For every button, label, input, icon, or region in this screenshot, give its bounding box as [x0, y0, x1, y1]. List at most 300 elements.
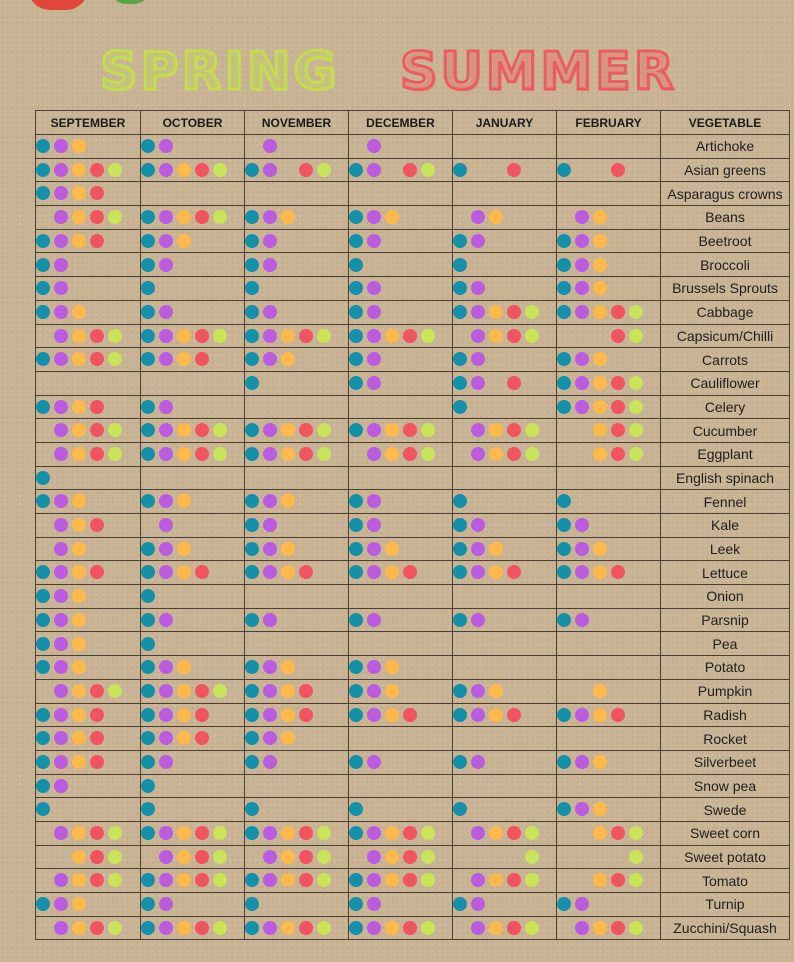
planting-dot [72, 708, 86, 722]
cell-november [245, 348, 349, 372]
table-row [36, 561, 790, 585]
cell-september [36, 158, 141, 182]
planting-dot [349, 802, 363, 816]
cell-september [36, 537, 141, 561]
spacer-dot [575, 826, 589, 840]
planting-dot [349, 565, 363, 579]
planting-dot [263, 305, 277, 319]
planting-dot [90, 826, 104, 840]
planting-dot [108, 850, 122, 864]
vegetable-name: Broccoli [661, 253, 790, 277]
planting-dot [611, 826, 625, 840]
planting-dot [557, 613, 571, 627]
planting-dot [281, 873, 295, 887]
header-january: JANUARY [453, 111, 557, 135]
spacer-dot [557, 423, 571, 437]
planting-dot [159, 921, 173, 935]
planting-dot [299, 684, 313, 698]
planting-dot [421, 921, 435, 935]
planting-dot [525, 423, 539, 437]
summer-heading: SUMMER [400, 42, 677, 102]
planting-dot [213, 210, 227, 224]
planting-dot [36, 352, 50, 366]
vegetable-name: Parsnip [661, 608, 790, 632]
cell-september [36, 348, 141, 372]
cell-january [453, 585, 557, 609]
planting-dot [281, 423, 295, 437]
planting-dot [72, 684, 86, 698]
planting-dot [385, 850, 399, 864]
planting-dot [575, 565, 589, 579]
planting-dot [141, 897, 155, 911]
planting-dot [525, 850, 539, 864]
decorative-shape [0, 0, 100, 12]
table-row [36, 869, 790, 893]
planting-dot [159, 684, 173, 698]
planting-dot [281, 494, 295, 508]
planting-dot [367, 897, 381, 911]
planting-dot [108, 210, 122, 224]
planting-dot [349, 613, 363, 627]
planting-calendar-table [35, 110, 790, 940]
cell-december [349, 514, 453, 538]
cell-november [245, 632, 349, 656]
table-row [36, 300, 790, 324]
cell-december [349, 277, 453, 301]
planting-dot [177, 352, 191, 366]
planting-dot [367, 518, 381, 532]
cell-february [557, 537, 661, 561]
vegetable-name: Cabbage [661, 300, 790, 324]
planting-dot [507, 873, 521, 887]
planting-dot [453, 234, 467, 248]
table-row [36, 774, 790, 798]
cell-october [141, 703, 245, 727]
cell-september [36, 845, 141, 869]
planting-dot [141, 708, 155, 722]
planting-dot [281, 565, 295, 579]
planting-dot [72, 163, 86, 177]
planting-dot [557, 281, 571, 295]
planting-dot [349, 163, 363, 177]
planting-dot [108, 921, 122, 935]
planting-dot [195, 921, 209, 935]
planting-dot [349, 708, 363, 722]
planting-dot [489, 684, 503, 698]
planting-dot [403, 826, 417, 840]
planting-dot [489, 826, 503, 840]
table-row [36, 324, 790, 348]
cell-december [349, 466, 453, 490]
planting-dot [108, 873, 122, 887]
cell-january [453, 703, 557, 727]
planting-dot [141, 210, 155, 224]
planting-dot [245, 731, 259, 745]
planting-dot [141, 660, 155, 674]
table-row [36, 395, 790, 419]
spacer-dot [349, 850, 363, 864]
vegetable-name: Silverbeet [661, 750, 790, 774]
cell-february [557, 656, 661, 680]
cell-september [36, 442, 141, 466]
planting-dot [629, 921, 643, 935]
planting-dot [177, 873, 191, 887]
planting-dot [54, 234, 68, 248]
planting-dot [367, 921, 381, 935]
planting-dot [471, 565, 485, 579]
spacer-dot [471, 850, 485, 864]
cell-november [245, 798, 349, 822]
table-row [36, 348, 790, 372]
planting-dot [90, 565, 104, 579]
planting-dot [108, 329, 122, 343]
spacer-dot [453, 873, 467, 887]
cell-october [141, 300, 245, 324]
cell-november [245, 845, 349, 869]
spacer-dot [281, 163, 295, 177]
planting-dot [54, 447, 68, 461]
planting-dot [281, 921, 295, 935]
planting-dot [507, 447, 521, 461]
spacer-dot [489, 376, 503, 390]
cell-february [557, 893, 661, 917]
planting-dot [489, 921, 503, 935]
planting-dot [367, 660, 381, 674]
planting-dot [213, 423, 227, 437]
cell-february [557, 348, 661, 372]
planting-dot [72, 755, 86, 769]
planting-dot [159, 163, 173, 177]
planting-dot [263, 613, 277, 627]
cell-october [141, 821, 245, 845]
planting-dot [557, 897, 571, 911]
planting-dot [575, 708, 589, 722]
planting-dot [195, 163, 209, 177]
planting-dot [593, 447, 607, 461]
planting-dot [367, 494, 381, 508]
cell-november [245, 253, 349, 277]
cell-september [36, 608, 141, 632]
cell-september [36, 206, 141, 230]
planting-dot [72, 447, 86, 461]
planting-dot [263, 447, 277, 461]
cell-november [245, 277, 349, 301]
header-vegetable: VEGETABLE [661, 111, 790, 135]
cell-october [141, 727, 245, 751]
vegetable-name: Fennel [661, 490, 790, 514]
table-row [36, 182, 790, 206]
planting-dot [349, 897, 363, 911]
planting-dot [54, 352, 68, 366]
planting-dot [159, 258, 173, 272]
planting-dot [177, 660, 191, 674]
planting-dot [263, 873, 277, 887]
planting-dot [629, 850, 643, 864]
planting-dot [90, 352, 104, 366]
cell-september [36, 821, 141, 845]
planting-dot [263, 352, 277, 366]
spacer-dot [489, 850, 503, 864]
cell-february [557, 300, 661, 324]
planting-dot [299, 850, 313, 864]
planting-dot [507, 826, 521, 840]
planting-dot [72, 352, 86, 366]
planting-dot [471, 423, 485, 437]
planting-dot [141, 423, 155, 437]
cell-november [245, 821, 349, 845]
cell-september [36, 774, 141, 798]
planting-dot [263, 826, 277, 840]
cell-october [141, 395, 245, 419]
cell-september [36, 466, 141, 490]
cell-october [141, 845, 245, 869]
spacer-dot [453, 850, 467, 864]
spacer-dot [557, 684, 571, 698]
planting-dot [611, 305, 625, 319]
planting-dot [108, 447, 122, 461]
planting-dot [213, 684, 227, 698]
planting-dot [385, 447, 399, 461]
planting-dot [453, 494, 467, 508]
planting-dot [471, 376, 485, 390]
planting-dot [471, 921, 485, 935]
cell-february [557, 158, 661, 182]
cell-february [557, 727, 661, 751]
planting-dot [141, 329, 155, 343]
spacer-dot [36, 447, 50, 461]
planting-dot [245, 897, 259, 911]
cell-january [453, 253, 557, 277]
planting-dot [299, 565, 313, 579]
table-row [36, 727, 790, 751]
planting-dot [367, 850, 381, 864]
planting-dot [489, 423, 503, 437]
planting-dot [90, 186, 104, 200]
planting-dot [317, 447, 331, 461]
planting-dot [159, 708, 173, 722]
planting-dot [525, 826, 539, 840]
planting-dot [593, 352, 607, 366]
planting-dot [177, 684, 191, 698]
cell-october [141, 135, 245, 159]
cell-december [349, 300, 453, 324]
planting-dot [385, 873, 399, 887]
planting-dot [349, 281, 363, 295]
planting-dot [489, 708, 503, 722]
spacer-dot [557, 826, 571, 840]
planting-dot [90, 921, 104, 935]
planting-dot [54, 305, 68, 319]
planting-dot [245, 708, 259, 722]
cell-february [557, 371, 661, 395]
vegetable-name: Capsicum/Chilli [661, 324, 790, 348]
planting-dot [593, 565, 607, 579]
spacer-dot [593, 163, 607, 177]
planting-dot [611, 565, 625, 579]
planting-dot [90, 400, 104, 414]
planting-dot [367, 826, 381, 840]
planting-dot [177, 826, 191, 840]
cell-november [245, 774, 349, 798]
planting-dot [575, 400, 589, 414]
spacer-dot [36, 826, 50, 840]
cell-february [557, 750, 661, 774]
spacer-dot [453, 329, 467, 343]
planting-dot [367, 163, 381, 177]
table-row [36, 514, 790, 538]
planting-dot [245, 234, 259, 248]
planting-dot [90, 234, 104, 248]
planting-dot [281, 329, 295, 343]
spacer-dot [36, 518, 50, 532]
table-row [36, 608, 790, 632]
planting-dot [177, 708, 191, 722]
planting-dot [159, 826, 173, 840]
spacer-dot [385, 163, 399, 177]
planting-dot [72, 565, 86, 579]
planting-dot [263, 494, 277, 508]
planting-dot [141, 281, 155, 295]
cell-december [349, 348, 453, 372]
planting-dot [367, 755, 381, 769]
planting-dot [557, 494, 571, 508]
planting-dot [629, 826, 643, 840]
planting-dot [177, 542, 191, 556]
planting-dot [403, 447, 417, 461]
planting-dot [263, 139, 277, 153]
planting-dot [245, 258, 259, 272]
planting-dot [36, 897, 50, 911]
planting-dot [453, 565, 467, 579]
vegetable-name: Beetroot [661, 229, 790, 253]
planting-dot [421, 447, 435, 461]
planting-dot [245, 565, 259, 579]
planting-dot [54, 921, 68, 935]
planting-dot [213, 921, 227, 935]
planting-dot [141, 755, 155, 769]
planting-dot [281, 210, 295, 224]
cell-october [141, 774, 245, 798]
planting-dot [575, 376, 589, 390]
planting-dot [403, 873, 417, 887]
cell-november [245, 442, 349, 466]
cell-february [557, 916, 661, 940]
planting-dot [36, 613, 50, 627]
spacer-dot [611, 850, 625, 864]
cell-january [453, 537, 557, 561]
planting-dot [367, 613, 381, 627]
planting-dot [54, 755, 68, 769]
spacer-dot [141, 850, 155, 864]
planting-dot [453, 684, 467, 698]
cell-december [349, 679, 453, 703]
planting-dot [72, 826, 86, 840]
cell-november [245, 135, 349, 159]
vegetable-name: Tomato [661, 869, 790, 893]
planting-dot [385, 542, 399, 556]
planting-dot [403, 565, 417, 579]
cell-december [349, 158, 453, 182]
planting-dot [349, 258, 363, 272]
planting-dot [159, 565, 173, 579]
header-november: NOVEMBER [245, 111, 349, 135]
spacer-dot [453, 921, 467, 935]
cell-november [245, 324, 349, 348]
planting-dot [611, 873, 625, 887]
planting-dot [54, 613, 68, 627]
header-row [36, 111, 790, 135]
cell-october [141, 537, 245, 561]
planting-dot [159, 329, 173, 343]
planting-dot [90, 329, 104, 343]
planting-dot [245, 921, 259, 935]
planting-dot [385, 210, 399, 224]
planting-dot [54, 660, 68, 674]
table-row [36, 798, 790, 822]
planting-dot [593, 234, 607, 248]
spacer-dot [349, 447, 363, 461]
planting-dot [317, 873, 331, 887]
planting-dot [245, 755, 259, 769]
spacer-dot [593, 850, 607, 864]
table-row [36, 679, 790, 703]
table-row [36, 206, 790, 230]
table-row [36, 537, 790, 561]
planting-dot [36, 565, 50, 579]
planting-dot [90, 423, 104, 437]
cell-october [141, 206, 245, 230]
planting-dot [507, 305, 521, 319]
cell-november [245, 727, 349, 751]
planting-dot [367, 873, 381, 887]
planting-dot [471, 755, 485, 769]
planting-dot [421, 423, 435, 437]
planting-dot [557, 234, 571, 248]
spacer-dot [36, 684, 50, 698]
vegetable-name: Onion [661, 585, 790, 609]
planting-dot [349, 352, 363, 366]
planting-dot [36, 471, 50, 485]
planting-dot [72, 494, 86, 508]
planting-dot [471, 708, 485, 722]
planting-dot [141, 779, 155, 793]
cell-december [349, 774, 453, 798]
planting-dot [575, 921, 589, 935]
cell-january [453, 324, 557, 348]
cell-january [453, 229, 557, 253]
planting-dot [471, 826, 485, 840]
planting-dot [575, 755, 589, 769]
cell-february [557, 632, 661, 656]
cell-december [349, 750, 453, 774]
planting-dot [557, 708, 571, 722]
planting-dot [367, 376, 381, 390]
planting-dot [471, 352, 485, 366]
planting-dot [54, 637, 68, 651]
planting-dot [72, 613, 86, 627]
planting-dot [385, 565, 399, 579]
vegetable-name: Carrots [661, 348, 790, 372]
planting-dot [159, 518, 173, 532]
planting-dot [90, 873, 104, 887]
planting-dot [177, 565, 191, 579]
planting-dot [611, 329, 625, 343]
planting-dot [245, 305, 259, 319]
cell-october [141, 182, 245, 206]
planting-dot [36, 755, 50, 769]
planting-dot [72, 637, 86, 651]
planting-dot [54, 731, 68, 745]
